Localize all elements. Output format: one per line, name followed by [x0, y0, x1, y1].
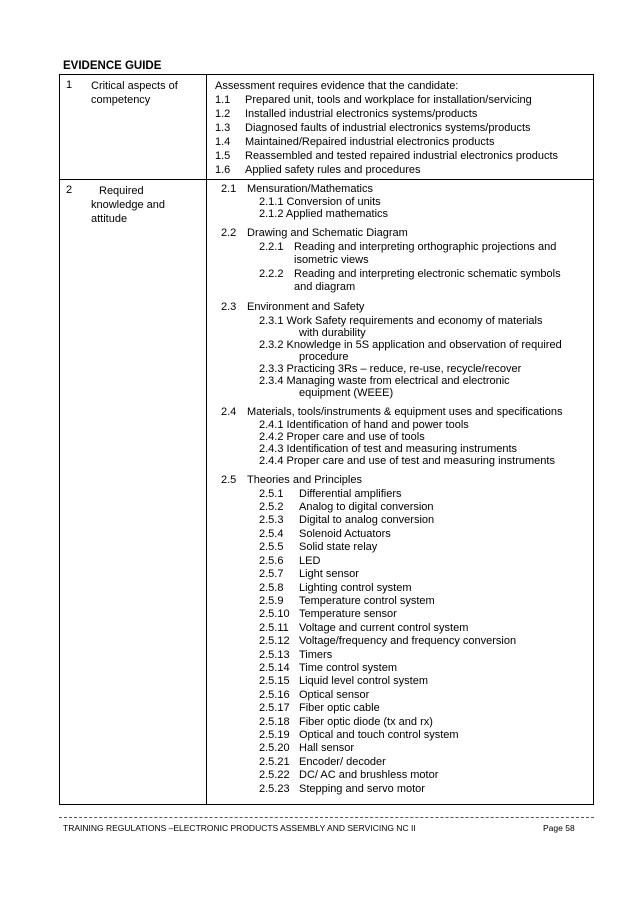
- list-item: 2.3.2 Knowledge in 5S application and observation of required procedure: [259, 338, 562, 363]
- list-item: 2.5.13 Timers: [259, 648, 333, 661]
- list-item: 2.5.11 Voltage and current control system: [259, 621, 469, 634]
- list-item: 2.1.2 Applied mathematics: [259, 208, 389, 221]
- list-item: 2.5.10 Temperature sensor: [259, 608, 397, 621]
- table-row: [60, 180, 594, 805]
- list-item: 2.5.16 Optical sensor: [259, 688, 370, 701]
- row-label: Required: [99, 185, 144, 197]
- footer-divider: [59, 817, 594, 818]
- row-content-cell: [207, 180, 594, 805]
- table-row: [60, 75, 594, 180]
- row-label: competency: [91, 94, 151, 106]
- list-item: 2.5.9 Temperature control system: [259, 594, 435, 607]
- list-item: 2.5.12 Voltage/frequency and frequency conversion: [259, 635, 517, 648]
- footer-title: TRAINING REGULATIONS –ELECTRONIC PRODUCTS ASSEMBLY AND SERVICING NC II: [63, 823, 416, 833]
- section-2-5: 2.5 Theories and Principles 2.5.1 Differential amplifiers 2.5.2 Analog to digital conversion 2.5.3 Digital to analog conversion 2.5.4 Solenoid Actuators 2.5.5 Solid state relay 2.5.6 LED 2.5.7 Light sensor 2.5.8 Lighting control system 2.5.9 Temperature control system 2.5.10 Temperature sensor 2.5.11 Voltage and current control system 2.5.12 Voltage/frequency and frequency conversion 2.5.13 Timers 2.5.14 Time control system 2.5.15 Liquid level control system 2.5.16 Optical sensor 2.5.17 Fiber optic cable 2.5.18 Fiber optic diode (tx and rx) 2.5.19 Optical and touch control system 2.5.20 Hall sensor 2.5.21 Encoder/ decoder 2.5.22 DC/ AC and brushless motor 2.5.23 Stepping and servo motor: [207, 471, 593, 796]
- row-number: 2: [66, 184, 73, 196]
- list-item: 2.4.2 Proper care and use of tools: [259, 431, 425, 444]
- list-item: 1.6 Applied safety rules and procedures: [215, 164, 421, 176]
- list-item: 1.1 Prepared unit, tools and workplace for installation/servicing: [215, 94, 532, 106]
- intro-text: Assessment requires evidence that the candidate:: [215, 80, 459, 92]
- page-number: Page 58: [543, 823, 575, 833]
- list-item: 2.2.1 Reading and interpreting orthographic projections and isometric views: [259, 240, 557, 267]
- list-item: 1.5 Reassembled and tested repaired industrial electronics products: [215, 150, 559, 162]
- list-item: 2.5.3 Digital to analog conversion: [259, 514, 435, 527]
- list-item: 2.5.7 Light sensor: [259, 568, 359, 581]
- list-item: 2.5.15 Liquid level control system: [259, 675, 429, 688]
- row-label-cell: [60, 75, 207, 180]
- list-item: 2.5.22 DC/ AC and brushless motor: [259, 769, 439, 782]
- row-label: attitude: [91, 213, 128, 225]
- list-item: 2.1.1 Conversion of units: [259, 196, 381, 209]
- section-2-4: 2.4 Materials, tools/instruments & equipment uses and specifications 2.4.1 Identification of hand and power tools 2.4.2 Proper care and use of tools 2.4.3 Identification of test and measuring instruments 2.4.4 Proper care and use of test and measuring instruments: [207, 403, 593, 467]
- row-label-cell: [60, 180, 207, 805]
- list-item: 2.2.2 Reading and interpreting electronic schematic symbols and diagram: [259, 267, 561, 294]
- list-item: 2.5.2 Analog to digital conversion: [259, 501, 434, 514]
- list-item: 2.3.4 Managing waste from electrical and electronic equipment (WEEE): [259, 374, 510, 399]
- list-item: 2.5.18 Fiber optic diode (tx and rx): [259, 715, 433, 728]
- evidence-guide-table: [59, 74, 594, 805]
- row-label: knowledge and: [91, 199, 166, 211]
- list-item: 2.5.4 Solenoid Actuators: [259, 527, 391, 540]
- list-item: 2.5.14 Time control system: [259, 661, 398, 674]
- list-item: 2.5.19 Optical and touch control system: [259, 728, 459, 741]
- list-item: 2.4.3 Identification of test and measuring instruments: [259, 443, 518, 456]
- list-item: 2.5.8 Lighting control system: [259, 581, 412, 594]
- page-heading: EVIDENCE GUIDE: [63, 60, 162, 72]
- list-item: 1.2 Installed industrial electronics systems/products: [215, 108, 478, 120]
- list-item: 2.5.6 LED: [259, 554, 321, 567]
- list-item: 2.5.23 Stepping and servo motor: [259, 782, 425, 795]
- list-item: 2.5.5 Solid state relay: [259, 541, 378, 554]
- list-item: 2.5.1 Differential amplifiers: [259, 487, 402, 500]
- list-item: 2.3.1 Work Safety requirements and economy of materials with durability: [259, 314, 543, 339]
- list-item: 1.3 Diagnosed faults of industrial electronics systems/products: [215, 122, 531, 134]
- section-2-1: 2.1 Mensuration/Mathematics 2.1.1 Conversion of units 2.1.2 Applied mathematics: [207, 180, 593, 220]
- list-item: 1.4 Maintained/Repaired industrial electronics products: [215, 136, 495, 148]
- row-number: 1: [66, 79, 73, 91]
- row-label: Critical aspects of: [91, 80, 178, 92]
- list-item: 2.5.17 Fiber optic cable: [259, 702, 380, 715]
- list-item: 2.5.20 Hall sensor: [259, 742, 355, 755]
- section-2-2: 2.2 Drawing and Schematic Diagram 2.2.1 Reading and interpreting orthographic projections and isometric views 2.2.2 Reading and interpreting electronic schematic symbols and diagram: [207, 224, 593, 294]
- list-item: 2.5.21 Encoder/ decoder: [259, 755, 386, 768]
- list-item: 2.4.4 Proper care and use of test and measuring instruments: [259, 455, 555, 468]
- list-item: 2.3.3 Practicing 3Rs – reduce, re-use, recycle/recover: [259, 362, 522, 375]
- row-content-cell: [207, 75, 594, 180]
- section-2-3: 2.3 Environment and Safety 2.3.1 Work Safety requirements and economy of materials with durability 2.3.2 Knowledge in 5S application and observation of required procedure 2.3.3 Practicing 3Rs – reduce, re-use, recycle/recover 2.3.4 Managing waste from electrical and electronic equipment (WEEE): [207, 298, 593, 398]
- list-item: 2.4.1 Identification of hand and power tools: [259, 419, 469, 432]
